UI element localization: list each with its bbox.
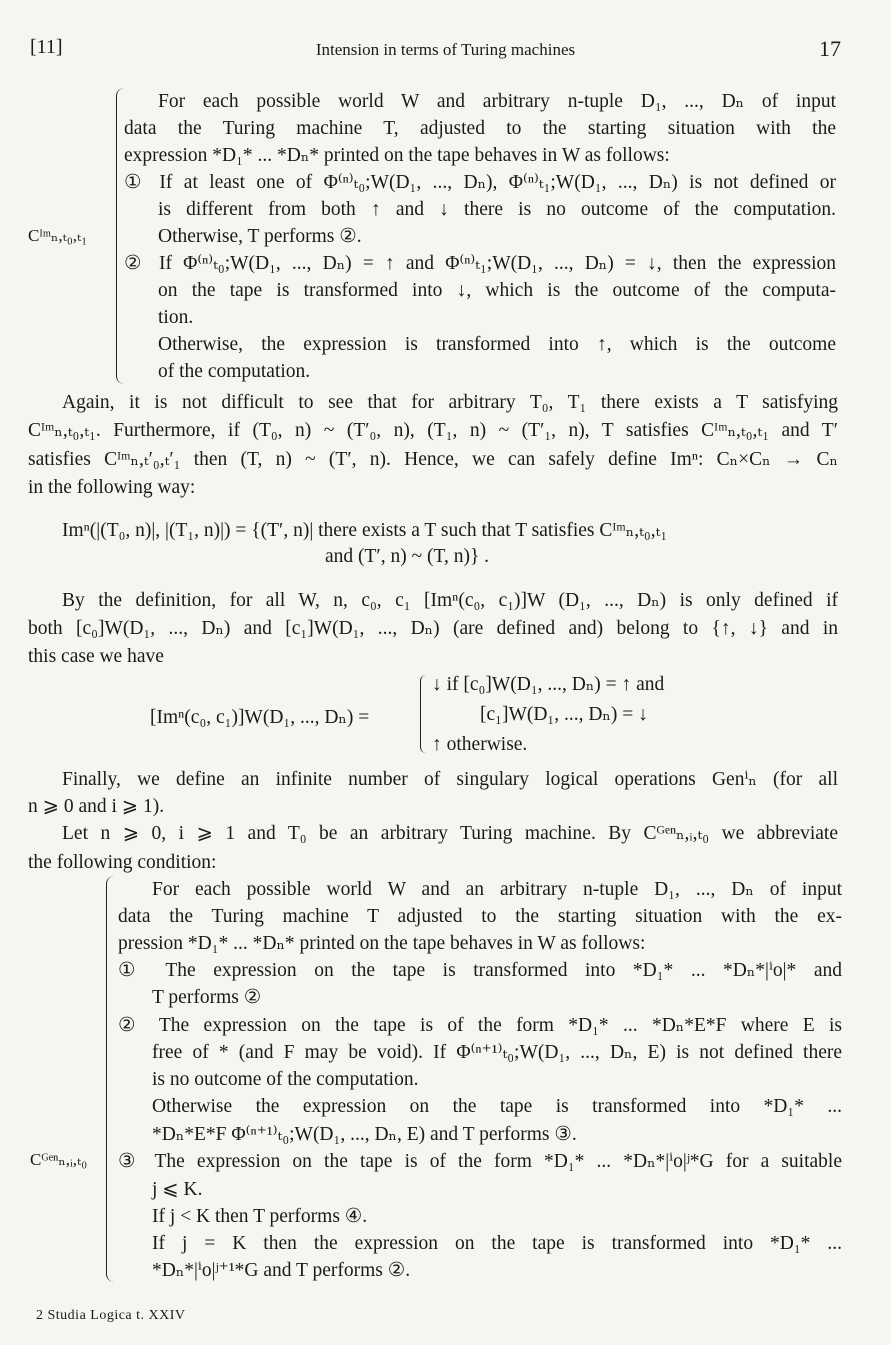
cond-im-line: Otherwise, T performs ②.	[158, 226, 362, 247]
im-definition-equation-cont: and (T′, n) ~ (T, n)} .	[325, 546, 490, 567]
case-down: ↓ if [c₀]W(D₁, ..., Dₙ) = ↑ and	[432, 674, 665, 695]
cond-im-line: is different from both ↑ and ↓ there is no outcome of the computation.	[158, 199, 836, 220]
cond-im-line: data the Turing machine T, adjusted to the starting situation with the	[124, 118, 836, 139]
cond-gen-line: *Dₙ*E*F Φ⁽ⁿ⁺¹⁾ₜ₀;W(D₁, ..., Dₙ, E) and T performs ③.	[152, 1124, 577, 1145]
cond-gen-line: If j < K then T performs ④.	[152, 1206, 368, 1227]
cond-gen-line: If j = K then the expression on the tape is transformed into *D₁* ...	[152, 1233, 842, 1254]
cond-gen-line: T performs ②	[152, 987, 262, 1008]
cond-gen-line: ③ The expression on the tape is of the form *D₁* ... *Dₙ*|ⁱo|ʲ*G for a suitable	[118, 1151, 842, 1172]
cond-gen-line: free of * (and F may be void). If Φ⁽ⁿ⁺¹⁾ₜ₀;W(D₁, ..., Dₙ, E) is not defined there	[152, 1042, 842, 1063]
im-definition-equation: Imⁿ(|(T₀, n)|, |(T₁, n)|) = {(T′, n)| there exists a T such that T satisfies Cᴵᵐₙ,ₜ₀,ₜ₁	[62, 520, 668, 541]
cond-im-line: For each possible world W and arbitrary n-tuple D₁, ..., Dₙ of input	[158, 91, 836, 112]
cond-im-label: Cᴵᵐₙ,ₜ₀,ₜ₁	[28, 226, 88, 245]
case-up: ↑ otherwise.	[432, 734, 528, 755]
case-down-cont: [c₁]W(D₁, ..., Dₙ) = ↓	[480, 704, 648, 725]
cond-im-line: Otherwise, the expression is transformed into ↑, which is the outcome	[158, 334, 836, 355]
cond-im-line: expression *D₁* ... *Dₙ* printed on the tape behaves in W as follows:	[124, 145, 670, 166]
cond-gen-brace	[106, 876, 117, 1282]
paragraph-line: both [c₀]W(D₁, ..., Dₙ) and [c₁]W(D₁, ..., Dₙ) (are defined and) belong to {↑, ↓} and in	[28, 618, 838, 639]
paragraph-line: the following condition:	[28, 852, 217, 873]
paragraph-line: in the following way:	[28, 477, 196, 498]
cond-gen-line: Otherwise the expression on the tape is transformed into *D₁* ...	[152, 1096, 842, 1117]
cond-im-line: of the computation.	[158, 361, 311, 382]
footer-signature: 2 Studia Logica t. XXIV	[36, 1308, 186, 1323]
cond-gen-line: *Dₙ*|ⁱo|ʲ⁺¹*G and T performs ②.	[152, 1260, 411, 1281]
paragraph-line: n ⩾ 0 and i ⩾ 1).	[28, 796, 165, 817]
cond-gen-line: j ⩽ K.	[152, 1179, 203, 1200]
cond-im-line: on the tape is transformed into ↓, which is the outcome of the computa-	[158, 280, 836, 301]
paragraph-line: Again, it is not difficult to see that for arbitrary T₀, T₁ there exists a T satisfying	[62, 392, 838, 413]
cases-brace	[420, 675, 429, 753]
cond-gen-label: Cᴳᵉⁿₙ,ᵢ,ₜ₀	[30, 1150, 88, 1169]
cond-im-line: ① If at least one of Φ⁽ⁿ⁾ₜ₀;W(D₁, ..., Dₙ), Φ⁽ⁿ⁾ₜ₁;W(D₁, ..., Dₙ) is not defined or	[124, 172, 836, 193]
running-title: Intension in terms of Turing machines	[315, 40, 576, 59]
paragraph-line: satisfies Cᴵᵐₙ,ₜ′₀,ₜ′₁ then (T, n) ~ (T′, n). Hence, we can safely define Imⁿ: Cₙ×Cₙ → Cₙ	[28, 449, 838, 470]
paragraph-line: this case we have	[28, 646, 164, 667]
paragraph-line: Let n ⩾ 0, i ⩾ 1 and T₀ be an arbitrary Turing machine. By Cᴳᵉⁿₙ,ᵢ,ₜ₀ we abbreviate	[62, 823, 838, 844]
paragraph-line: Cᴵᵐₙ,ₜ₀,ₜ₁. Furthermore, if (T₀, n) ~ (T′₀, n), (T₁, n) ~ (T′₁, n), T satisfies Cᴵᵐₙ,ₜ₀,ₜ₁ and T′	[28, 420, 838, 441]
cond-gen-line: For each possible world W and an arbitrary n-tuple D₁, ..., Dₙ of input	[152, 879, 842, 900]
cond-gen-line: pression *D₁* ... *Dₙ* printed on the tape behaves in W as follows:	[118, 933, 646, 954]
page-number: 17	[819, 36, 841, 61]
cond-gen-line: ② The expression on the tape is of the form *D₁* ... *Dₙ*E*F where E is	[118, 1015, 842, 1036]
cond-gen-line: data the Turing machine T adjusted to the starting situation with the ex-	[118, 906, 842, 927]
im-value-lhs: [Imⁿ(c₀, c₁)]W(D₁, ..., Dₙ) =	[150, 707, 370, 728]
cond-gen-line: is no outcome of the computation.	[152, 1069, 419, 1090]
cond-gen-line: ① The expression on the tape is transformed into *D₁* ... *Dₙ*|ⁱo|* and	[118, 960, 842, 981]
paragraph-line: Finally, we define an infinite number of singulary logical operations Genⁱₙ (for all	[62, 769, 838, 790]
paragraph-line: By the definition, for all W, n, c₀, c₁ [Imⁿ(c₀, c₁)]W (D₁, ..., Dₙ) is only defined if	[62, 590, 838, 611]
section-number: [11]	[30, 36, 63, 58]
cond-im-line: ② If Φ⁽ⁿ⁾ₜ₀;W(D₁, ..., Dₙ) = ↑ and Φ⁽ⁿ⁾ₜ₁;W(D₁, ..., Dₙ) = ↓, then the expression	[124, 253, 836, 274]
cond-im-line: tion.	[158, 307, 194, 328]
